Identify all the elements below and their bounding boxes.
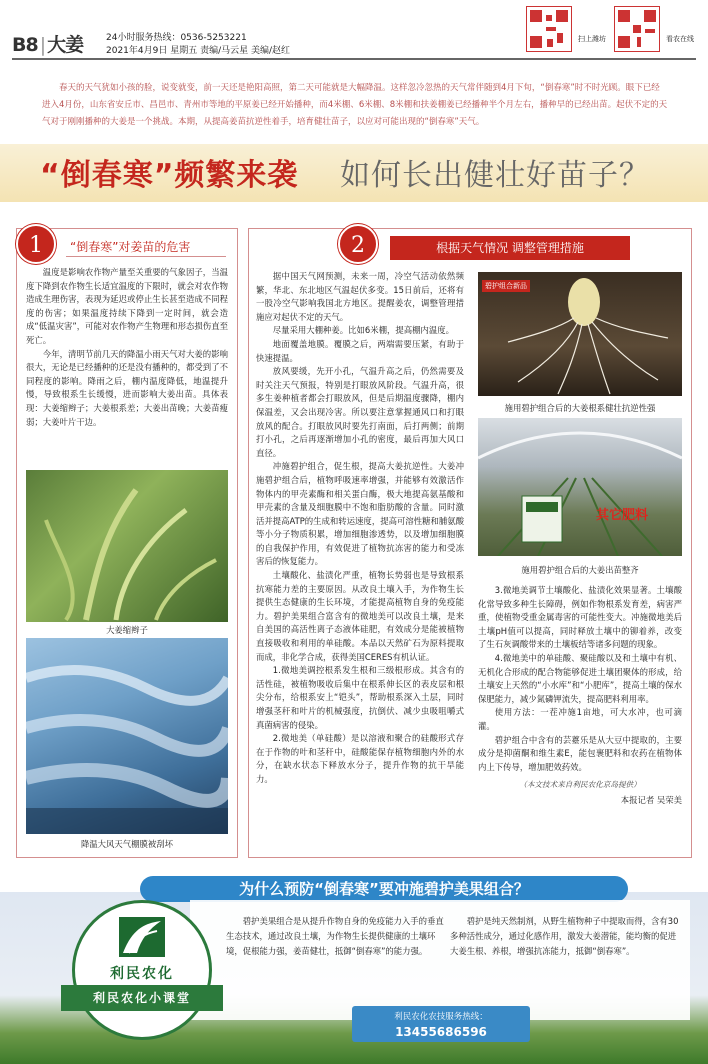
section-1-badge: 1 <box>16 224 56 264</box>
section-2-paragraph: 碧护组合中含有的芸薹乐是从大豆中提取的，主要成分是抑菌酮和维生素E，能包裹肥料和农药在植物体内上下传导，增加肥效药效。 <box>478 734 682 772</box>
section-2-badge: 2 <box>338 224 378 264</box>
section-2-paragraph: 放风要缓，先开小孔，气温升高之后，仍然需要及时关注天气预报，特别是打眼放风阶段。气温升高，很多生姜种植者都会打眼放风，但是后期温度骤降，棚内保温差，又会出现冷害。所以要注意掌握通风口和打眼放风的配合。打眼放风时要先打南面，后打两侧；前期打小孔，之后再逐渐增加小孔的密度，最后再加大风口直径。 <box>256 366 464 458</box>
limin-logo <box>72 900 212 1040</box>
page-number: B8 | 大姜 <box>12 34 84 56</box>
hotline-box[interactable] <box>352 1006 530 1042</box>
section-2-left-text <box>256 270 464 787</box>
section-1-title: “倒春寒”对姜苗的危害 <box>70 240 191 254</box>
headline-main: “倒春寒”频繁来袭 <box>40 158 299 193</box>
ad-title: 为什么预防“倒春寒”要冲施碧护美果组合？ <box>239 880 529 898</box>
ad-title-pill <box>140 876 628 902</box>
section-1-title-rule <box>66 256 226 257</box>
ad-column-2: 碧护是纯天然制剂，从野生植物种子中提取而得，含有30多种活性成分，通过化感作用，激发大姜潜能，能均衡的促进大姜生根、养根，增强抗冻能力，抵御“倒春寒”。 <box>450 916 679 956</box>
section-2-paragraph: 地面覆盖地膜。覆膜之后，两端需要压紧，有助于快速提温。 <box>256 338 464 363</box>
logo-name: 利民农化 <box>110 966 174 982</box>
qr-label-2: 看农在线 <box>666 35 694 43</box>
intro-paragraph: 春天的天气犹如小孩的脸，说变就变，前一天还是艳阳高照，第二天可能就是大幅降温。这样忽冷忽热的天气常伴随到4月下旬，“倒春寒”时不时光顾。眼下已经进入4月份，山东省安丘市、昌邑市、青州市等地的平原姜已经开始播种，而4米棚、6米棚、8米棚和扶姜棚姜已经播种半个月左右，播种早的已经出苗。起伏不定的天气对于刚刚播种的大姜是一个挑战。本期，从提高姜苗抗逆性着手，培育健壮苗子，以应对可能出现的“倒春寒”天气。 <box>42 83 668 127</box>
qr-label-1: 扫上潍坊 <box>578 35 606 43</box>
reporter-byline: 本报记者 吴荣美 <box>620 794 682 805</box>
section-2-paragraph: 据中国天气网预测，未来一周，冷空气活动依然频繁，华北、东北地区气温起伏多变。15日前后，还将有一股冷空气影响我国北方地区。提醒姜农，调整管理措施应对起伏不定的天气。 <box>256 271 464 322</box>
page-header <box>0 0 708 64</box>
photo-caption: 大姜缩辫子 <box>106 625 148 635</box>
section-2-paragraph: 1.微地美调控根系发生根和三级根形成。其含有的活性硅，被植物吸收后集中在根系伸长区的表皮层和根尖分布，给根系安上“铠头”，帮助根系深入土层，同时增强茎秆和叶片的机械强度，抗倒伏、减少虫吸咀嚼式真菌病害的侵染。 <box>256 665 464 730</box>
logo-ribbon: 利民农化小课堂 <box>61 985 223 1011</box>
page-code: B8 <box>12 34 38 56</box>
section-2-paragraph: 3.微地美调节土壤酸化、盐渍化效果显著。土壤酸化常导致多种生长障碍，例如作物根系发育差，病害严重，使植物受重金属毒害的可能性变大。冲施微地美后土壤pH值可以提高，同时释放土壤中的铆着养，改变了生石灰调酸带来的土壤板结等诸多问题的现象。 <box>478 585 682 650</box>
section-1-text <box>26 266 228 429</box>
damaged-film-photo <box>26 638 228 834</box>
header-divider <box>12 58 696 60</box>
root-photo <box>478 272 682 396</box>
section-1-paragraph: 温度是影响农作物产量至关重要的气象因子，当温度下降到农作物生长适宜温度的下限时，就会对农作物造成生理伤害，表现为延迟或停止生长甚至造成不同程度的伤害；如果温度持续下降到一定时间，就会造成“低温灾害”，可能对农作物产生物理和形态损伤直至死亡。 <box>26 267 228 345</box>
source-note: （本文技术来自利民农化京岛提供） <box>519 780 641 790</box>
date-editor-text: 2021年4月9日 星期五 责编/马云星 美编/赵红 <box>106 46 291 56</box>
section-1-paragraph: 今年，清明节前几天的降温小雨天气对大姜的影响很大，无论是已经播种的还是没有播种的，都受到了不同程度的影响。降雨之后，棚内温度降低，地温提升慢，导致根系生长缓慢，进而影响大姜出苗。具体表现：大姜缩辫子；大姜根系差；大姜出苗晚；大姜苗瘦弱；大姜叶片干边。 <box>26 348 228 427</box>
hotline-number: 13455686596 <box>395 1025 487 1039</box>
ad-column-1: 碧护美果组合是从提升作物自身的免疫能力入手的垂直生态技术，通过改良土壤，为作物生长提供健康的土壤环境，促根能力强，姜苗健壮，抵御“倒春寒”的能力强。 <box>226 916 444 956</box>
hotline-label: 利民农化农技服务热线： <box>394 1012 488 1022</box>
section-2-paragraph: 尽量采用大棚种姜。比如6米棚，提高棚内温度。 <box>272 325 454 336</box>
photo-caption: 施用碧护组合后的大姜出苗整齐 <box>521 565 639 575</box>
section-2-paragraph: 2.微地美（单硅酸）是以溶液和聚合的硅酸形式存在于作物的叶和茎秆中，硅酸能保存植物细胞内外的水分，在缺水状态下释放水分子，提升作物的抗干旱能力。 <box>256 733 464 784</box>
ginger-sprout-photo <box>26 470 228 622</box>
section-name: 大姜 <box>47 34 84 56</box>
hotline-text: 24小时服务热线：0536-5253221 <box>106 33 247 43</box>
headline-sub: 如何长出健壮好苗子？ <box>340 158 650 193</box>
section-2-title: 根据天气情况 调整管理措施 <box>390 236 630 260</box>
qr-code-icon[interactable] <box>526 6 572 52</box>
product-label: 碧护组合新品 <box>482 280 530 292</box>
section-2-paragraph: 使用方法：一茬冲施1亩地，可大水冲，也可滴灌。 <box>478 707 682 731</box>
photo-caption: 降温大风天气棚膜被刮坏 <box>80 839 174 849</box>
qr-code-icon[interactable] <box>614 6 660 52</box>
field-photo <box>478 418 682 556</box>
headline-banner <box>0 136 708 210</box>
section-2-paragraph: 4.微地美中的单硅酸、聚硅酸以及和土壤中有机、无机化合形成的配合物能够促进土壤团聚体的形成，给土壤安上天然的“小水库”和“小肥库”，提高土壤的保水保肥能力，减少氮磷钾流失，提高肥料利用率。 <box>478 652 682 704</box>
section-2-right-text <box>478 584 682 808</box>
section-2-paragraph: 土壤酸化、盐渍化严重，植物长势弱也是导致根系抗寒能力差的主要原因。从改良土壤入手，为作物生长提供生态健康的生长环境，才能提高植物自身的免疫能力。碧护美果组合富含有的微地美可以改良土壤，是来自美国的高活性离子态液体硅肥，有效成分是能被植物直接吸收和利用的单硅酸。本品以天然矿石为原料提取而成，非化学合成，获得美国CERES有机认证。 <box>256 570 464 662</box>
logo-mark-icon <box>119 917 165 957</box>
photo-caption: 施用碧护组合后的大姜根系健壮抗逆性强 <box>504 403 656 413</box>
product-red-label: 其它肥料 <box>596 508 649 523</box>
section-2-paragraph: 冲施碧护组合，促生根，提高大姜抗逆性。大姜冲施碧护组合后，植物呼吸速率增强，并能够有效激活作物体内的甲壳素酶和相关蛋白酶，极大地提高氨基酸和甲壳素的含量及细胞膜中不饱和脂肪酸的含量。同时激活并提高ATP的生成和转运速度，提高可溶性糖和脯氨酸等小分子物质积累，增加细胞渗透势，以及增加细胞膜的自我保护作用，有效促进了植物抗冻害的能力和受冻害后的恢复能力。 <box>256 461 464 567</box>
